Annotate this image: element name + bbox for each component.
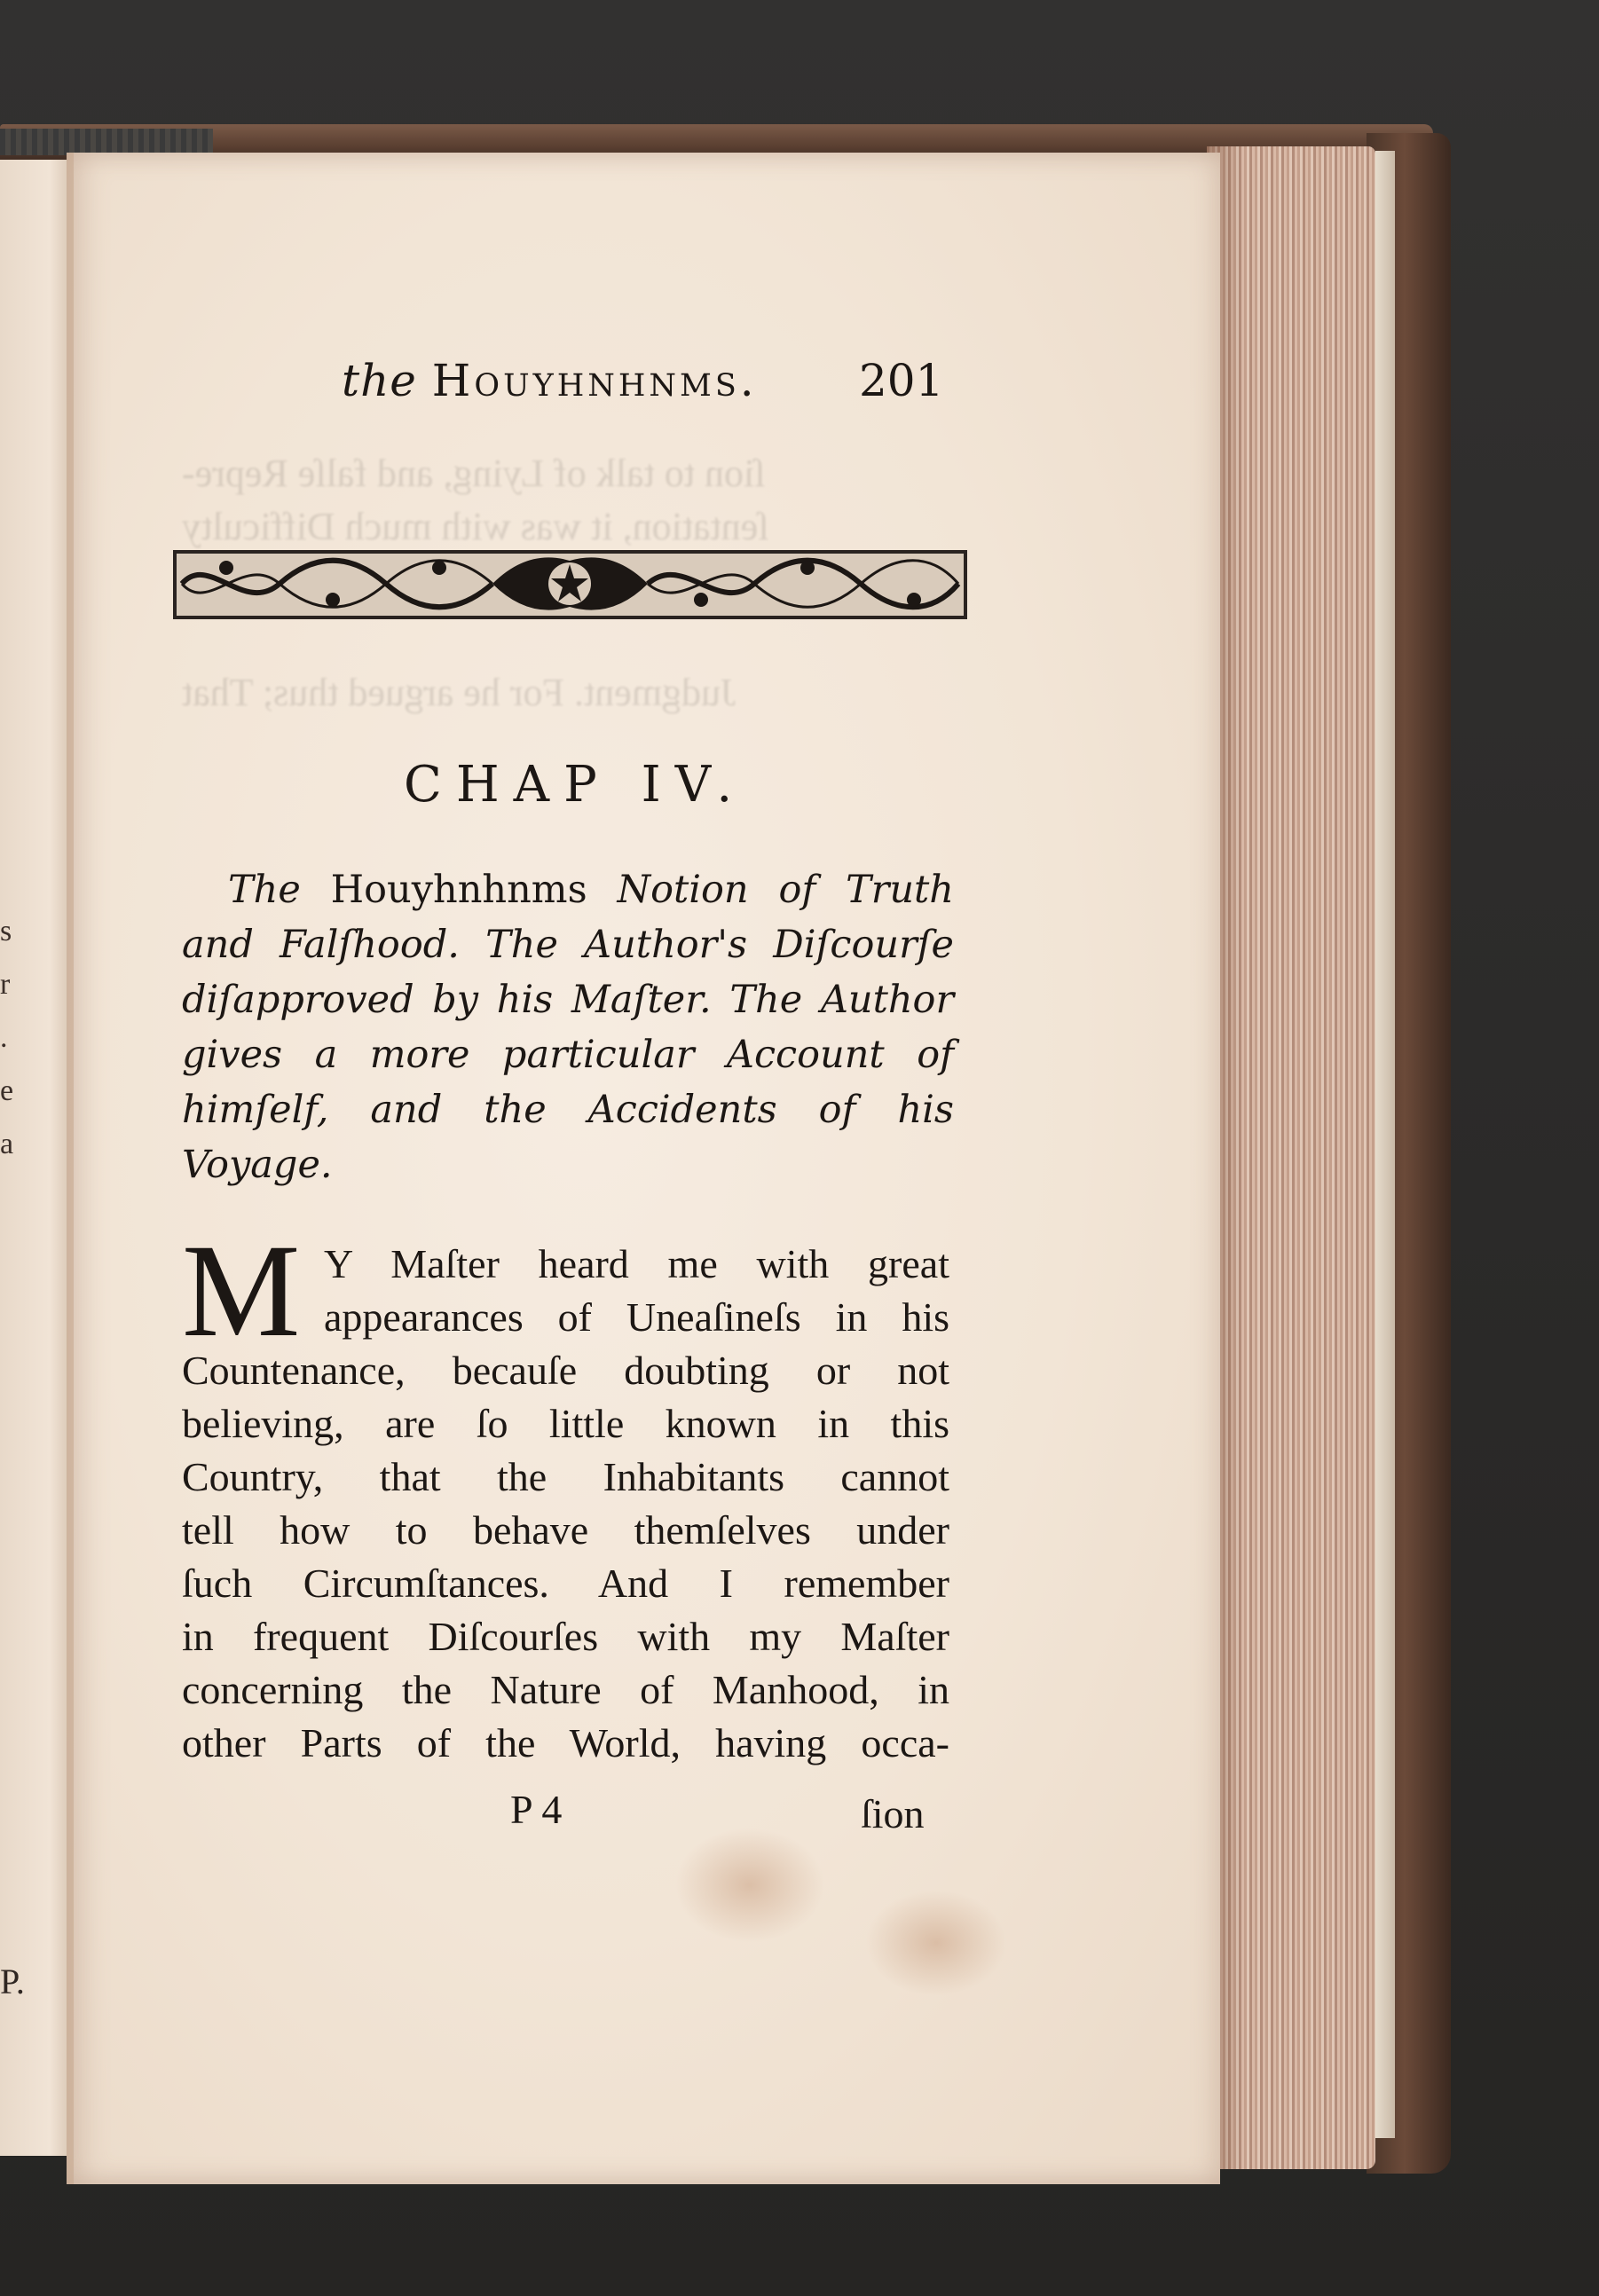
body-line: appearances of Uneaſineſs in his <box>324 1294 949 1340</box>
show-through-text: Judgment. For he argued thus; That <box>182 671 736 714</box>
headpiece-ornament <box>173 548 967 621</box>
margin-letter: . <box>0 1021 8 1054</box>
summary-roman-word: Houyhnhnms <box>330 868 587 912</box>
summary-line: Voyage. <box>182 1143 333 1187</box>
foxing-stain <box>674 1828 825 1943</box>
left-page-margin-letters <box>0 905 18 1171</box>
body-text <box>182 1238 949 1770</box>
book-spine <box>0 129 213 155</box>
page-number: 201 <box>859 355 944 406</box>
foxing-stain <box>865 1890 1007 1996</box>
body-line: tell how to behave themſelves under <box>182 1507 949 1553</box>
summary-line: himſelf, and the Accidents of his <box>182 1088 954 1132</box>
summary-line: gives a more particular Account of <box>182 1033 954 1077</box>
body-line: concerning the Nature of Manhood, in <box>182 1667 949 1712</box>
running-head-article: the <box>342 355 417 406</box>
left-page-signature: P. <box>0 1962 25 2001</box>
signature-mark: P 4 <box>510 1787 563 1832</box>
body-line: believing, are ſo little known in this <box>182 1401 949 1446</box>
show-through-text: ſion to talk of Lying, and falſe Repre- <box>182 452 766 495</box>
show-through-text: ſentation, it was with much Difficulty <box>182 505 769 548</box>
margin-letter: a <box>0 1128 14 1160</box>
body-line: other Parts of the World, having occa- <box>182 1720 949 1765</box>
summary-line: The Houyhnhnms Notion of Truth <box>228 868 954 912</box>
body-line: Countenance, becauſe doubting or not <box>182 1348 949 1393</box>
catchword: ſion <box>861 1791 925 1836</box>
margin-letter: r <box>0 968 11 1001</box>
body-line: ſuch Circumſtances. And I remember <box>182 1561 949 1606</box>
body-line: Y Maſter heard me with great <box>324 1241 949 1286</box>
margin-letter: s <box>0 915 12 947</box>
body-line: Country, that the Inhabitants cannot <box>182 1454 949 1499</box>
page-gutter <box>67 153 74 2184</box>
drop-cap: M <box>182 1217 301 1364</box>
body-line: in frequent Diſcourſes with my Maſter <box>182 1614 949 1659</box>
endpaper-edge <box>1375 151 1395 2138</box>
chapter-summary <box>182 862 954 1192</box>
chapter-heading: CHAP IV. <box>404 756 747 814</box>
left-page <box>0 160 71 2156</box>
summary-line: and Falſhood. The Author's Diſcourſe <box>182 923 954 967</box>
running-head-title: Houyhnhnms. <box>431 355 758 406</box>
margin-letter: e <box>0 1074 14 1107</box>
summary-line: diſapproved by his Maſter. The Author <box>182 978 954 1022</box>
